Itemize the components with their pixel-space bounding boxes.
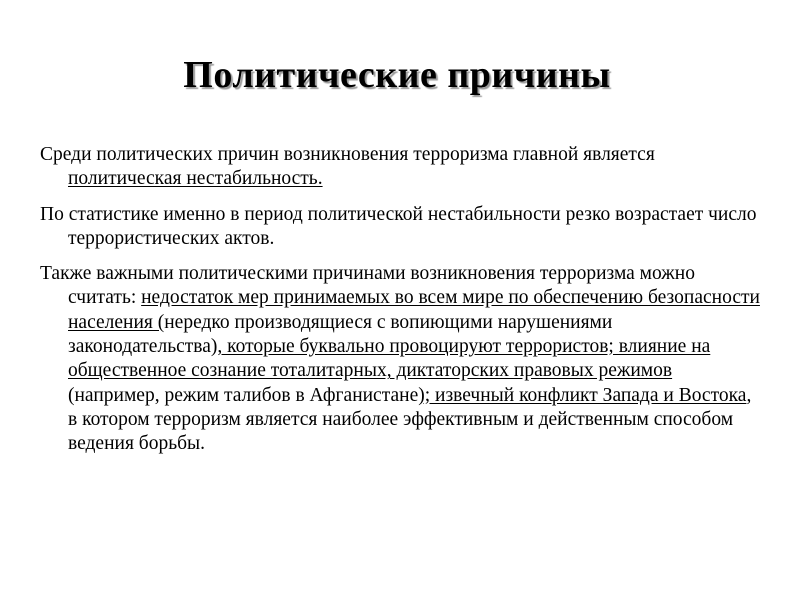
- underlined-phrase: ); извечный конфликт Запада и Востока: [418, 384, 747, 406]
- slide-title: Политические причины: [183, 54, 611, 96]
- underlined-phrase: политическая нестабильность.: [68, 168, 323, 190]
- slide-body: [40, 143, 760, 457]
- paragraph-text: (например, режим талибов в Афганистане: [68, 384, 419, 406]
- paragraph-other-causes: [40, 262, 760, 456]
- paragraph-statistics: [40, 203, 760, 252]
- paragraph-text: нередко производящиеся с вопиющими нарушениями законодательства: [68, 311, 613, 358]
- paragraph-instability: [40, 143, 760, 192]
- underlined-phrase: недостаток мер принимаемых во всем мире по обеспечению безопасности населения (: [68, 287, 760, 333]
- paragraph-text: Также важными политическими причинами возникновения терроризма можно считать:: [40, 263, 695, 309]
- paragraph-text: По статистике именно в период политической нестабильности резко возрастает число террористических актов.: [40, 203, 757, 249]
- paragraph-text: , в котором терроризм является наиболее эффективным и действенным способом ведения борьбы.: [68, 384, 752, 455]
- paragraph-text: Среди политических причин возникновения терроризма главной является: [40, 144, 655, 165]
- underlined-phrase: ), которые буквально провоцируют террористов; влияние на общественное сознание тоталитарных, диктаторских правовых режимов: [68, 336, 711, 382]
